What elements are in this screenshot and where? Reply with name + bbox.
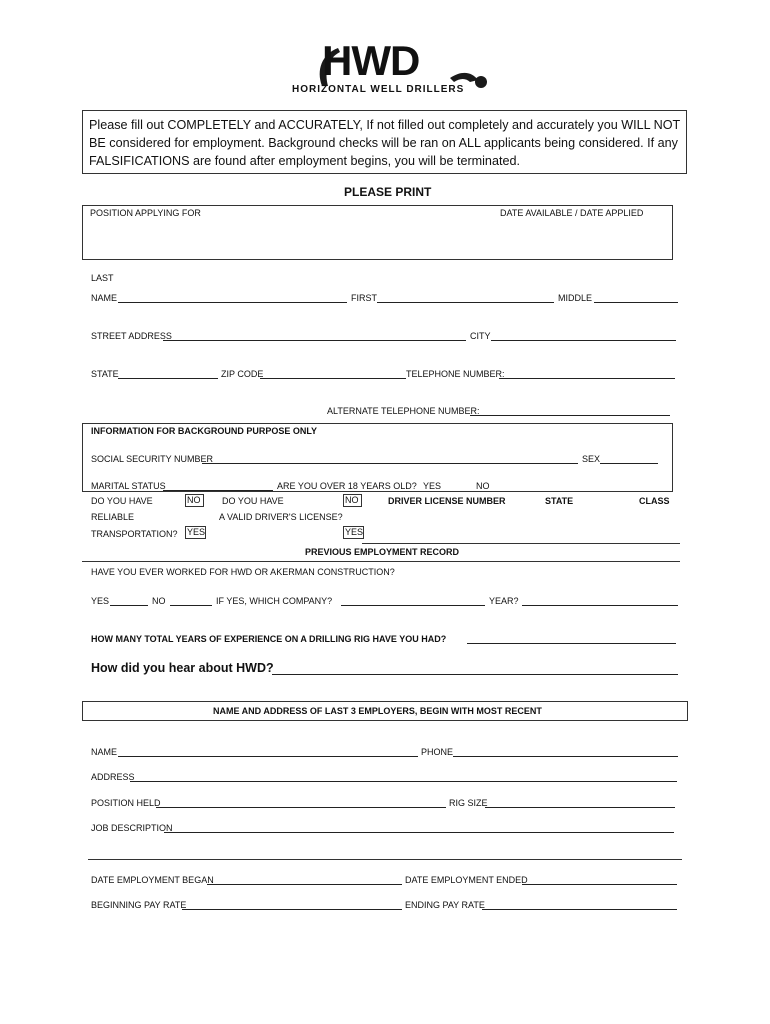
over18-label: ARE YOU OVER 18 YEARS OLD? — [277, 481, 417, 491]
ssn-field[interactable] — [202, 463, 578, 464]
zip-field[interactable] — [260, 378, 406, 379]
emp-ended-field[interactable] — [522, 884, 677, 885]
ssn-label: SOCIAL SECURITY NUMBER — [91, 454, 214, 464]
emp-rig-size-label: RIG SIZE — [449, 798, 488, 808]
emp-rig-size-field[interactable] — [485, 807, 675, 808]
do-you-have-2-label: DO YOU HAVE — [222, 496, 284, 506]
emp-begin-pay-field[interactable] — [182, 909, 402, 910]
emp-began-label: DATE EMPLOYMENT BEGAN — [91, 875, 214, 885]
sex-label: SEX — [582, 454, 601, 464]
state-field[interactable] — [118, 378, 218, 379]
hear-question: How did you hear about HWD? — [91, 661, 274, 675]
emp-phone-field[interactable] — [453, 756, 678, 757]
worked-yes-field[interactable] — [110, 605, 148, 606]
prev-employment-title: PREVIOUS EMPLOYMENT RECORD — [305, 547, 460, 557]
logo-subtitle: HORIZONTAL WELL DRILLERS — [292, 84, 465, 95]
alt-phone-field[interactable] — [470, 415, 670, 416]
emp-address-field[interactable] — [130, 781, 677, 782]
first-name-field[interactable] — [377, 302, 554, 303]
dl-state-label: STATE — [545, 496, 574, 506]
marital-field[interactable] — [163, 490, 273, 491]
do-you-have-label: DO YOU HAVE — [91, 496, 153, 506]
zip-label: ZIP CODE — [221, 369, 264, 379]
last-name-field[interactable] — [118, 302, 347, 303]
reliable-label: RELIABLE — [91, 512, 135, 522]
divider-prev-bottom — [82, 561, 680, 562]
emp-end-pay-field[interactable] — [482, 909, 677, 910]
valid-license-label: A VALID DRIVER'S LICENSE? — [219, 512, 343, 522]
year-field[interactable] — [522, 605, 678, 606]
middle-name-field[interactable] — [594, 302, 678, 303]
over18-no[interactable]: NO — [476, 481, 490, 491]
transport-no-box[interactable]: NO — [185, 494, 204, 507]
sex-field[interactable] — [600, 463, 658, 464]
worked-no-label: NO — [152, 596, 166, 606]
middle-label: MIDDLE — [558, 293, 593, 303]
street-field[interactable] — [163, 340, 466, 341]
emp-begin-pay-label: BEGINNING PAY RATE — [91, 900, 187, 910]
dl-class-label: CLASS — [639, 496, 670, 506]
notice-box — [82, 110, 687, 174]
emp-phone-label: PHONE — [421, 747, 454, 757]
background-title: INFORMATION FOR BACKGROUND PURPOSE ONLY — [91, 426, 318, 436]
emp-position-field[interactable] — [156, 807, 446, 808]
street-label: STREET ADDRESS — [91, 331, 172, 341]
transport-yes-box[interactable]: YES — [187, 527, 206, 537]
emp-end-pay-label: ENDING PAY RATE — [405, 900, 485, 910]
which-company-field[interactable] — [341, 605, 485, 606]
state-label: STATE — [91, 369, 119, 379]
emp-began-field[interactable] — [207, 884, 402, 885]
experience-question: HOW MANY TOTAL YEARS OF EXPERIENCE ON A DRILLING RIG HAVE YOU HAD? — [91, 634, 447, 644]
phone-label: TELEPHONE NUMBER: — [406, 369, 505, 379]
emp-name-field[interactable] — [118, 756, 418, 757]
last-label: LAST — [91, 273, 114, 283]
marital-label: MARITAL STATUS — [91, 481, 166, 491]
notice-text: Please fill out COMPLETELY and ACCURATELY, If not filled out completely and accurately you WILL NOT BE considered for employment. Background checks will be ran on ALL applicants being considered. If any FALSIFICATIONS are found after employment begins, you will be terminated. — [89, 118, 681, 168]
date-label: DATE AVAILABLE / DATE APPLIED — [500, 208, 644, 218]
divider-prev-top — [362, 543, 680, 544]
emp-job-desc-field[interactable] — [164, 832, 674, 833]
company-logo — [292, 37, 500, 102]
emp-job-desc-line-2[interactable] — [88, 859, 682, 860]
year-label: YEAR? — [489, 596, 519, 606]
employers-title: NAME AND ADDRESS OF LAST 3 EMPLOYERS, BEGIN WITH MOST RECENT — [213, 706, 542, 716]
first-label: FIRST — [351, 293, 377, 303]
logo-text: HWD — [322, 37, 420, 84]
position-label: POSITION APPLYING FOR — [90, 208, 201, 218]
city-label: CITY — [470, 331, 491, 341]
license-yes-box[interactable]: YES — [345, 527, 364, 537]
over18-yes[interactable]: YES — [423, 481, 442, 491]
name-label: NAME — [91, 293, 118, 303]
which-company-label: IF YES, WHICH COMPANY? — [216, 596, 333, 606]
emp-name-label: NAME — [91, 747, 118, 757]
worked-question: HAVE YOU EVER WORKED FOR HWD OR AKERMAN CONSTRUCTION? — [91, 567, 395, 577]
emp-ended-label: DATE EMPLOYMENT ENDED — [405, 875, 528, 885]
emp-position-label: POSITION HELD — [91, 798, 161, 808]
alt-phone-label: ALTERNATE TELEPHONE NUMBER: — [327, 406, 480, 416]
transportation-label: TRANSPORTATION? — [91, 529, 178, 539]
dl-number-label: DRIVER LICENSE NUMBER — [388, 496, 506, 506]
emp-job-desc-label: JOB DESCRIPTION — [91, 823, 173, 833]
please-print: PLEASE PRINT — [344, 185, 432, 199]
worked-yes-label: YES — [91, 596, 110, 606]
worked-no-field[interactable] — [170, 605, 212, 606]
emp-address-label: ADDRESS — [91, 772, 135, 782]
hear-field[interactable] — [272, 674, 678, 675]
city-field[interactable] — [491, 340, 676, 341]
experience-field[interactable] — [467, 643, 676, 644]
license-no-box[interactable]: NO — [343, 494, 362, 507]
phone-field[interactable] — [499, 378, 675, 379]
